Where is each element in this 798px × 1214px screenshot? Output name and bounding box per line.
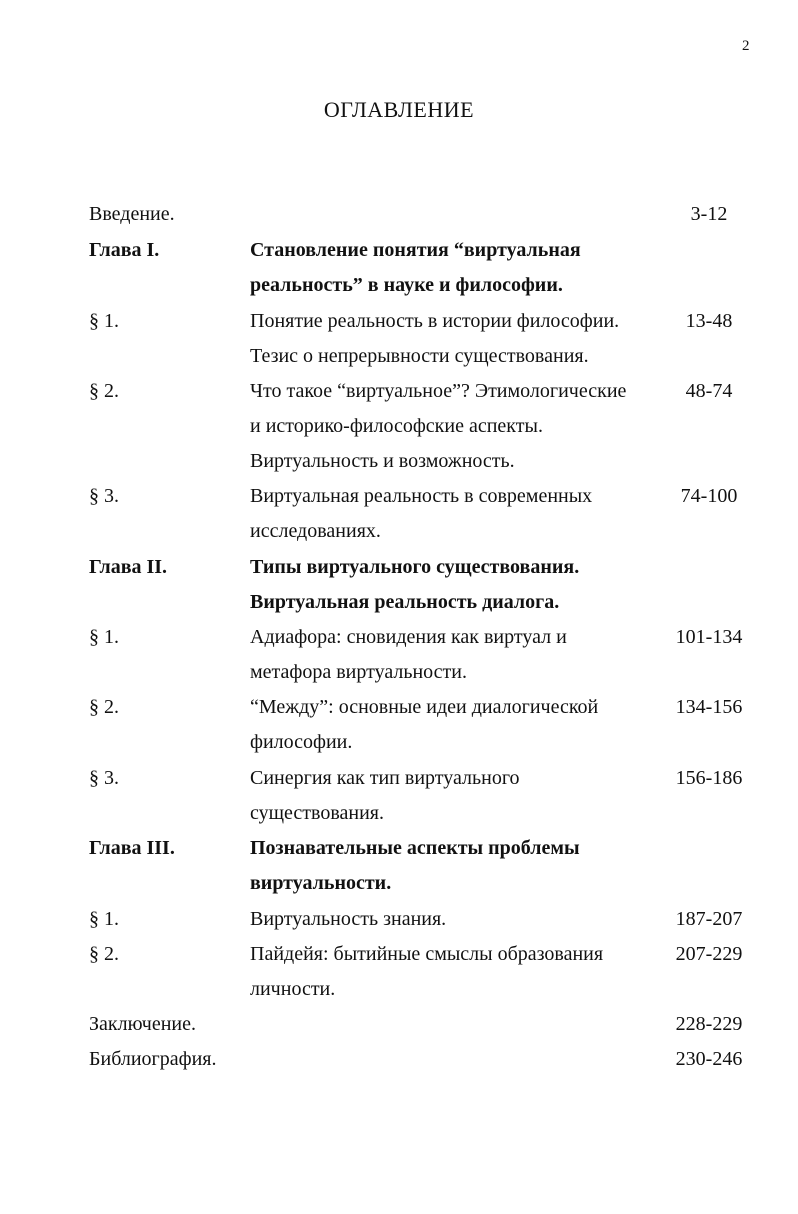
entry-title-line: метафора виртуальности.	[250, 661, 468, 683]
entry-title	[250, 761, 670, 831]
entry-title	[250, 831, 670, 901]
entry-title-line: Что такое “виртуальное”? Этимологические	[250, 380, 627, 402]
entry-title-line: Типы виртуального существования.	[250, 556, 580, 578]
entry-title-line: личности.	[250, 978, 336, 1000]
entry-title-line: виртуальности.	[250, 872, 392, 894]
entry-title	[250, 479, 670, 549]
entry-title-line: Тезис о непрерывности существования.	[250, 345, 589, 367]
entry-pages: 187-207	[675, 908, 743, 930]
entry-title-line: Виртуальность знания.	[250, 908, 447, 930]
entry-title-line: реальность” в науке и философии.	[250, 274, 563, 296]
entry-title-line: Познавательные аспекты проблемы	[250, 837, 580, 859]
entry-title	[250, 690, 670, 760]
entry-pages: 230-246	[675, 1048, 743, 1070]
entry-title-line: существования.	[250, 802, 384, 824]
entry-title-line: Понятие реальность в истории философии.	[250, 310, 620, 332]
entry-label: Библиография.	[89, 1048, 217, 1070]
entry-label: Глава II.	[89, 556, 168, 578]
entry-title	[250, 937, 670, 1007]
entry-title	[250, 902, 670, 937]
toc-heading: ОГЛАВЛЕНИЕ	[323, 97, 475, 122]
entry-label: § 1.	[89, 908, 119, 930]
entry-pages: 228-229	[675, 1013, 743, 1035]
entry-pages: 134-156	[675, 696, 743, 718]
entry-label: § 2.	[89, 943, 119, 965]
entry-label: § 1.	[89, 310, 119, 332]
entry-label: Глава I.	[89, 239, 160, 261]
entry-title-line: Виртуальность и возможность.	[250, 450, 515, 472]
entry-title-line: Адиафора: сновидения как виртуал и	[250, 626, 567, 648]
entry-label: § 2.	[89, 380, 119, 402]
entry-pages: 101-134	[675, 626, 743, 648]
entry-pages: 74-100	[680, 485, 738, 507]
entry-pages: 207-229	[675, 943, 743, 965]
entry-label: § 3.	[89, 485, 119, 507]
entry-title-line: Виртуальная реальность в современных	[250, 485, 593, 507]
entry-title	[250, 620, 670, 690]
entry-pages: 3-12	[690, 203, 728, 225]
entry-title	[250, 550, 670, 620]
entry-title-line: философии.	[250, 731, 353, 753]
entry-label: § 1.	[89, 626, 119, 648]
entry-title-line: “Между”: основные идеи диалогической	[250, 696, 599, 718]
entry-label: § 2.	[89, 696, 119, 718]
entry-label: § 3.	[89, 767, 119, 789]
entry-title	[250, 233, 670, 303]
entry-label: Глава III.	[89, 837, 175, 859]
entry-pages: 48-74	[685, 380, 733, 402]
entry-title-line: Становление понятия “виртуальная	[250, 239, 581, 261]
entry-title	[250, 374, 670, 479]
entry-pages: 156-186	[675, 767, 743, 789]
entry-title-line: исследованиях.	[250, 520, 381, 542]
entry-pages: 13-48	[685, 310, 733, 332]
entry-title-line: Виртуальная реальность диалога.	[250, 591, 560, 613]
entry-title-line: Пайдейя: бытийные смыслы образования	[250, 943, 604, 965]
entry-title	[250, 304, 670, 374]
entry-title-line: и историко-философские аспекты.	[250, 415, 543, 437]
page-number: 2	[742, 38, 750, 54]
entry-label: Введение.	[89, 203, 175, 225]
entry-title-line: Синергия как тип виртуального	[250, 767, 520, 789]
entry-label: Заключение.	[89, 1013, 196, 1035]
